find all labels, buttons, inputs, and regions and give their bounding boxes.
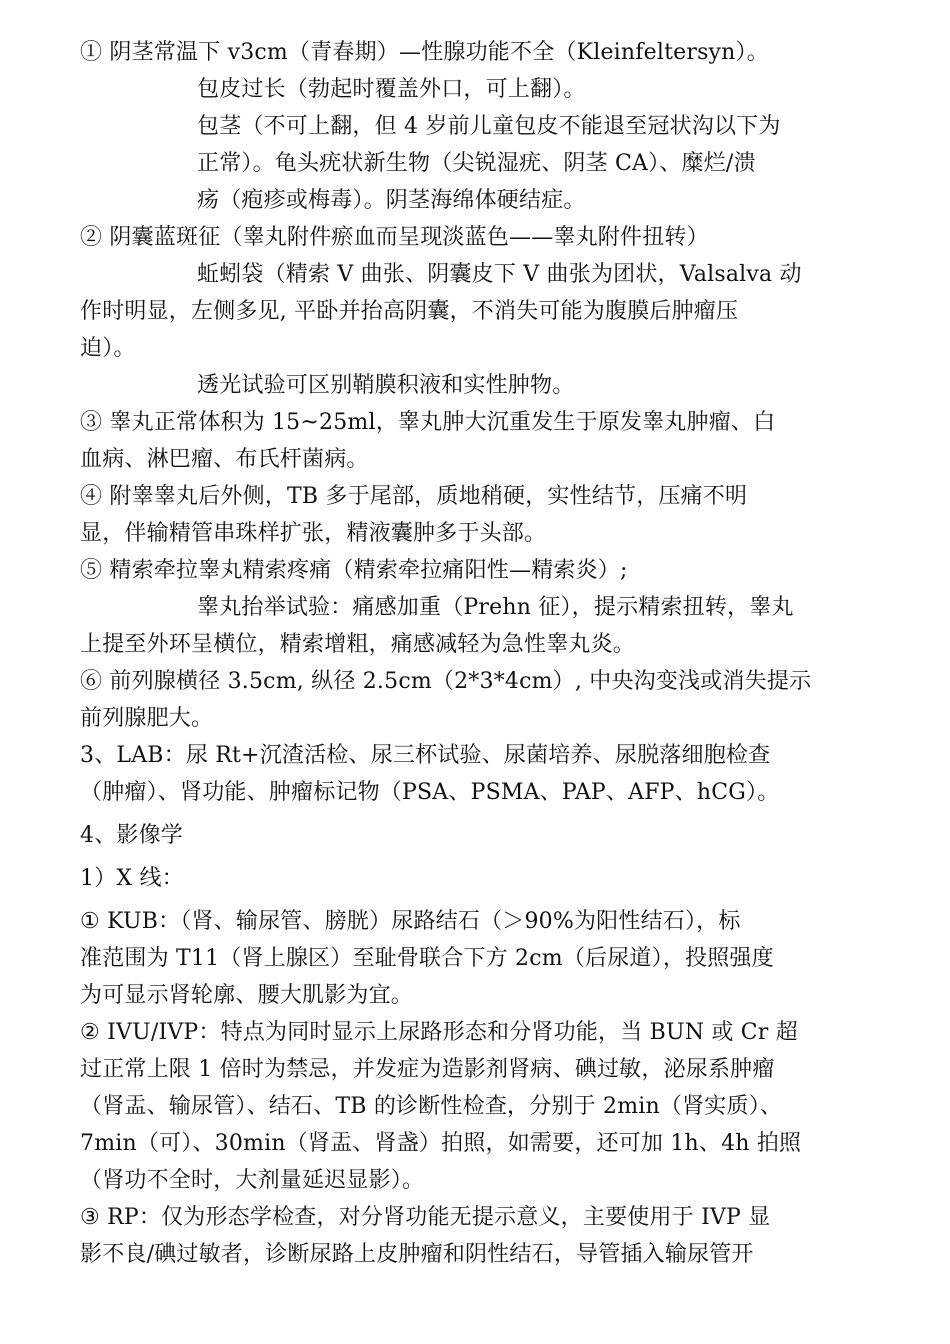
text-line: 包皮过长（勃起时覆盖外口，可上翻）。 bbox=[197, 77, 586, 102]
text-line: 为可显示肾轮廓、腰大肌影为宜。 bbox=[80, 983, 414, 1008]
text-line: 1）X 线： bbox=[80, 866, 184, 891]
text-line: 蚯蚓袋（精索 V 曲张、阴囊皮下 V 曲张为团状，Valsalva 动 bbox=[197, 262, 802, 287]
text-line: ⑤ 精索牵拉睾丸精索疼痛（精索牵拉痛阳性—精索炎）; bbox=[80, 558, 628, 583]
text-line: ② 阴囊蓝斑征（睾丸附件瘀血而呈现淡蓝色——睾丸附件扭转） bbox=[80, 225, 709, 250]
text-line: 作时明显，左侧多见, 平卧并抬高阴囊，不消失可能为腹膜后肿瘤压 bbox=[80, 299, 739, 324]
text-line: 4、影像学 bbox=[80, 823, 183, 848]
text-line: 7min（可）、30min（肾盂、肾盏）拍照，如需要，还可加 1h、4h 拍照 bbox=[80, 1131, 802, 1156]
text-line: 前列腺肥大。 bbox=[80, 706, 214, 731]
text-line: ② IVU/IVP：特点为同时显示上尿路形态和分肾功能，当 BUN 或 Cr 超 bbox=[80, 1020, 798, 1045]
text-line: （肾盂、输尿管）、结石、TB 的诊断性检查，分别于 2min（肾实质）、 bbox=[80, 1094, 783, 1119]
document-page bbox=[80, 34, 880, 1273]
text-line: 准范围为 T11（肾上腺区）至耻骨联合下方 2cm（后尿道），投照强度 bbox=[80, 946, 774, 971]
text-line: ③ RP：仅为形态学检查，对分肾功能无提示意义，主要使用于 IVP 显 bbox=[80, 1205, 771, 1230]
text-line: （肿瘤）、肾功能、肿瘤标记物（PSA、PSMA、PAP、AFP、hCG）。 bbox=[80, 780, 780, 805]
text-line: ③ 睾丸正常体积为 15~25ml，睾丸肿大沉重发生于原发睾丸肿瘤、白 bbox=[80, 410, 776, 435]
text-line: 过正常上限 1 倍时为禁忌，并发症为造影剂肾病、碘过敏，泌尿系肿瘤 bbox=[80, 1057, 775, 1082]
text-line: 显，伴输精管串珠样扩张，精液囊肿多于头部。 bbox=[80, 521, 547, 546]
text-line: 疡（疱疹或梅毒）。阴茎海绵体硬结症。 bbox=[197, 188, 586, 213]
text-line: 上提至外环呈横位，精索增粗，痛感减轻为急性睾丸炎。 bbox=[80, 632, 636, 657]
text-line: 正常）。龟头疣状新生物（尖锐湿疣、阴茎 CA）、糜烂/溃 bbox=[197, 151, 756, 176]
text-line: 影不良/碘过敏者，诊断尿路上皮肿瘤和阴性结石，导管插入输尿管开 bbox=[80, 1242, 754, 1267]
text-line: 迫）。 bbox=[80, 336, 136, 361]
text-line: ① 阴茎常温下 v3cm（青春期）—性腺功能不全（Kleinfeltersyn）。 bbox=[80, 40, 769, 65]
text-line: 血病、淋巴瘤、布氏杆菌病。 bbox=[80, 447, 369, 472]
text-line: ⑥ 前列腺横径 3.5cm, 纵径 2.5cm（2*3*4cm）, 中央沟变浅或消失提示 bbox=[80, 669, 812, 694]
text-line: ④ 附睾睾丸后外侧，TB 多于尾部，质地稍硬，实性结节，压痛不明 bbox=[80, 484, 748, 509]
text-line: （肾功不全时，大剂量延迟显影）。 bbox=[80, 1168, 425, 1193]
text-line: 包茎（不可上翻，但 4 岁前儿童包皮不能退至冠状沟以下为 bbox=[197, 114, 781, 139]
text-line: ① KUB：（肾、输尿管、膀胱）尿路结石（＞90%为阳性结石），标 bbox=[80, 909, 741, 934]
text-line: 3、LAB：尿 Rt+沉渣活检、尿三杯试验、尿菌培养、尿脱落细胞检查 bbox=[80, 743, 771, 768]
text-line: 透光试验可区别鞘膜积液和实性肿物。 bbox=[197, 373, 575, 398]
text-line: 睾丸抬举试验：痛感加重（Prehn 征），提示精索扭转，睾丸 bbox=[197, 595, 794, 620]
